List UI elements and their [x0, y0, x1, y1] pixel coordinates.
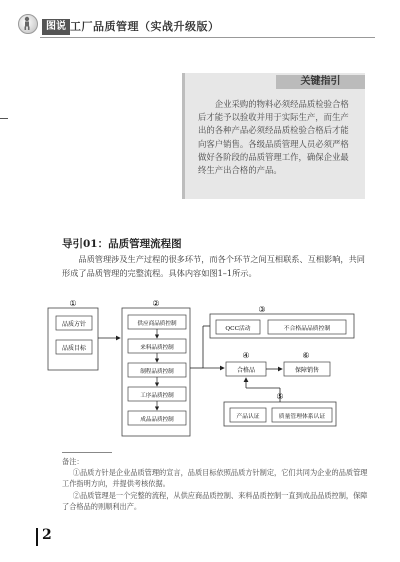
group-3-label: ③: [258, 305, 266, 314]
qms-label: 质量管理体系认证: [278, 414, 326, 420]
group-1-label: ①: [69, 299, 77, 308]
note-item-1: ①品质方针是企业品质管理的宣言，品质目标依照品质方针制定，它们共同为企业的品质管理工作指明方向，并提供考核依据。: [62, 468, 368, 489]
group-6-label: ⑥: [302, 351, 310, 360]
section-paragraph: 品质管理涉及生产过程的很多环节，而各个环节之间互相联系、互相影响，共同形成了品质管理的完整流程。具体内容如图1–1所示。: [62, 254, 365, 278]
incoming-control-label: 来料品质控制: [140, 345, 174, 351]
policy-label: 品质方针: [61, 321, 87, 328]
header-tag: 图说: [42, 19, 70, 35]
key-guide-edge: [182, 73, 185, 199]
group-2-label: ②: [152, 299, 160, 308]
margin-mark: [0, 118, 8, 119]
notes-divider: [62, 452, 112, 453]
qualified-label: 合格品: [236, 367, 256, 374]
qcc-label: QCC活动: [225, 326, 251, 332]
key-guide-text: 企业采购的物料必须经品质检验合格后才能予以验收并用于实际生产，而生产出的各种产品必须经品质检验合格后才能向客户销售。各级品质管理人员必须严格做好各阶段的品质管理工作，确保企业最终生产出合格的产品。: [198, 99, 349, 176]
figure-icon: [22, 16, 32, 30]
notes-block: [62, 456, 368, 512]
goal-label: 品质目标: [61, 345, 87, 352]
group-4-label: ④: [242, 351, 250, 360]
finished-control-label: 成品品质控制: [140, 417, 174, 423]
page-number: 2: [42, 527, 52, 543]
header-divider: [40, 37, 375, 38]
supplier-control-label: 供应商品质控制: [137, 321, 177, 327]
sales-label: 保障销售: [294, 367, 320, 374]
note-item-2: ②品质管理是一个完整的流程，从供应商品质控制、来料品质控制一直到成品品质控制，保障了合格品的则顺利出产。: [62, 490, 368, 511]
page-number-bar: [36, 528, 38, 546]
quality-flow-diagram: [38, 298, 368, 440]
nonconforming-label: 不合格品品质控制: [283, 326, 331, 332]
key-guide-title: 关键指引: [300, 76, 341, 87]
notes-label: 备注：: [62, 457, 84, 466]
operation-control-label: 工序品质控制: [140, 393, 174, 399]
certification-label: 产品认证: [236, 414, 260, 420]
process-control-label: 制程品质控制: [140, 369, 174, 375]
book-title: 工厂品质管理（实战升级版）: [70, 20, 220, 33]
group-5-label: ⑤: [276, 392, 284, 401]
section-title: 导引01：品质管理流程图: [62, 238, 182, 250]
